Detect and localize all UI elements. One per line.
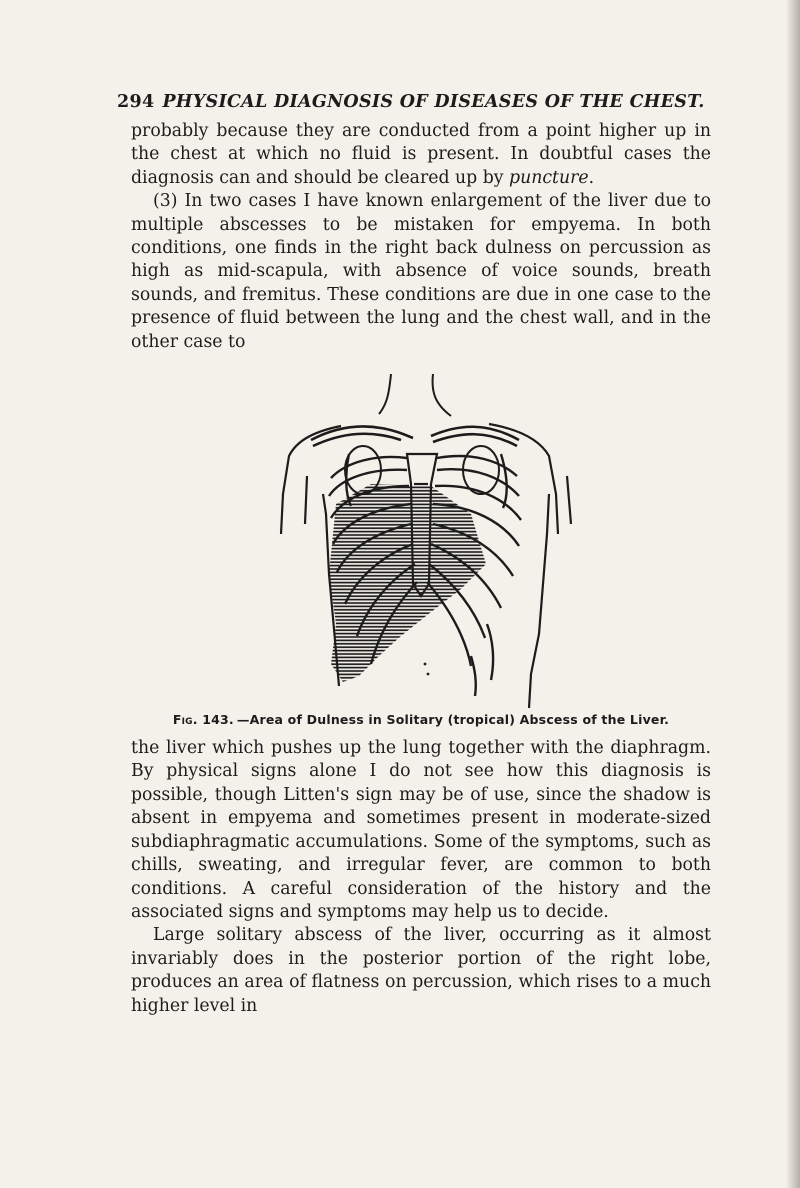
paragraph-2: (3) In two cases I have known enlargement of the liver due to multiple abscesses to be mistaken for empyema. In both conditions, one finds in the right back dulness on percussion as high as mid-scapula, with absence of voice sounds, breath sounds, and fremitus. These conditions are due in one case to the presence of fluid between the lung and the chest wall, and in the other case to [131, 191, 711, 352]
paragraph-3: the liver which pushes up the lung together with the diaphragm. By physical signs alone I do not see how this diagnosis is possible, though Litten's sign may be of use, since the shadow is absent in empyema and sometimes present in moderate-sized subdiaphragmatic accumulations. Some of the symptoms, such as chills, sweating, and irregular fever, are common to both conditions. A careful consideration of the history and the associated signs and symptoms may help us to decide. [131, 738, 711, 922]
figure-caption-text: —Area of Dulness in Solitary (tropical) Abscess of the Liver. [236, 712, 670, 728]
paragraph-1-end: . [588, 167, 595, 188]
dot-mark [427, 673, 430, 676]
page-edge-shadow [786, 0, 800, 1188]
chest-diagram [131, 374, 711, 708]
book-page [117, 90, 711, 1018]
running-title: PHYSICAL DIAGNOSIS OF DISEASES OF THE CHEST. [162, 92, 705, 112]
page-number: 294 [117, 92, 155, 112]
figure-143 [131, 374, 711, 708]
paragraph-1 [131, 120, 711, 190]
neck-left-line [379, 374, 391, 414]
neck-right-line [433, 374, 451, 416]
clavicles [311, 426, 519, 446]
emphasis-puncture: puncture [509, 167, 589, 188]
figure-label: Fig. 143. [172, 712, 234, 728]
paragraph-4: Large solitary abscess of the liver, occurring as it almost invariably does in the posterior portion of the right lobe, produces an area of flatness on percussion, which rises to a much higher level in [131, 925, 711, 1016]
dot-mark [424, 663, 427, 666]
running-head [117, 90, 711, 114]
figure-caption [131, 712, 711, 727]
paragraph-1-text: probably because they are conducted from a point higher up in the chest at which no fluid is present. In doubtful cases the diagnosis can and should be cleared up by [131, 121, 711, 188]
